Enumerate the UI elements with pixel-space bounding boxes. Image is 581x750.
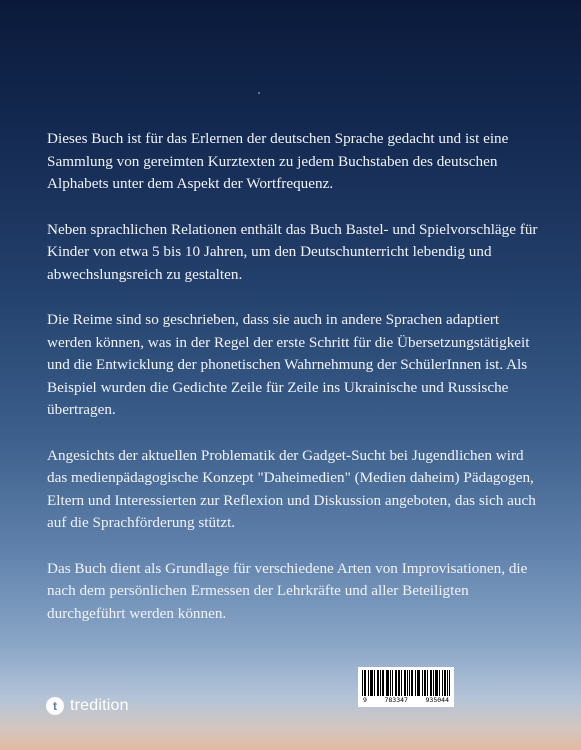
barcode-digits-right: 935044 [425, 696, 449, 704]
barcode-bar [425, 670, 426, 696]
blurb-paragraph-1: Dieses Buch ist für das Erlernen der deutschen Sprache gedacht und ist eine Sammlung von gereimten Kurztexten zu jedem Buchstaben des deutschen Alphabets unter dem Aspekt der Wortfrequenz. [47, 130, 509, 192]
barcode-bar [445, 670, 446, 696]
barcode-bar [401, 670, 402, 696]
barcode-bar [431, 670, 432, 696]
barcode-number [362, 696, 450, 705]
barcode-bar [427, 670, 428, 696]
barcode-bar [368, 670, 369, 696]
publisher-mark [46, 697, 129, 715]
barcode-bar [388, 670, 389, 696]
isbn-barcode [358, 667, 454, 707]
barcode-bar [419, 670, 420, 696]
barcode-bar [412, 670, 413, 696]
barcode-bar [390, 670, 391, 696]
star-decoration [258, 92, 260, 94]
barcode-bar [415, 670, 416, 696]
barcode-bar [365, 670, 366, 696]
barcode-digit-first: 9 [363, 696, 367, 704]
barcode-bars [362, 670, 450, 696]
blurb-paragraph-4: Angesichts der aktuellen Problematik der Gadget-Sucht bei Jugendlichen wird das medienpädagogische Konzept "Daheimedien" (Medien daheim) Pädagogen, Eltern und Interessierten zur Reflexion und Diskussion angeboten, das sich auch auf die Sprachförderung stützt. [47, 446, 536, 531]
barcode-bar [380, 670, 381, 696]
blurb-paragraph-5: Das Buch dient als Grundlage für verschiedene Arten von Improvisationen, die nach dem persönlichen Ermessen der Lehrkräfte und aller Beteiligten durchgeführt werden können. [47, 559, 528, 622]
barcode-bar [449, 670, 450, 696]
barcode-bar [399, 670, 400, 696]
barcode-bar [374, 670, 375, 696]
publisher-name: tredition [70, 697, 129, 714]
barcode-bar [409, 670, 410, 696]
tredition-logo-icon: t [46, 697, 64, 715]
barcode-bar [407, 670, 408, 696]
blurb-text [47, 128, 547, 648]
barcode-bar [392, 670, 393, 696]
barcode-bar [396, 670, 397, 696]
barcode-bar [383, 670, 384, 696]
barcode-bar [362, 670, 363, 696]
barcode-bar [433, 670, 434, 696]
barcode-bar [378, 670, 379, 696]
barcode-digits-left: 783347 [384, 696, 408, 704]
barcode-bar [447, 670, 448, 696]
barcode-bar [372, 670, 373, 696]
barcode-bar [437, 670, 438, 696]
barcode-bar [442, 670, 443, 696]
barcode-bar [439, 670, 440, 696]
barcode-bar [422, 670, 423, 696]
blurb-paragraph-3: Die Reime sind so geschrieben, dass sie auch in andere Sprachen adaptiert werden können, was in der Regel der erste Schritt für die Übersetzungstätigkeit und die Entwicklung der phonetischen Wahrnehmung der SchülerInnen ist. Als Beispiel wurden die Gedichte Zeile für Zeile ins Ukrainische und Russische übertragen. [47, 311, 530, 418]
blurb-paragraph-2: Neben sprachlichen Relationen enthält das Buch Bastel- und Spielvorschläge für Kinder von etwa 5 bis 10 Jahren, um den Deutschunterricht lebendig und abwechslungsreich zu gestalten. [47, 220, 538, 283]
